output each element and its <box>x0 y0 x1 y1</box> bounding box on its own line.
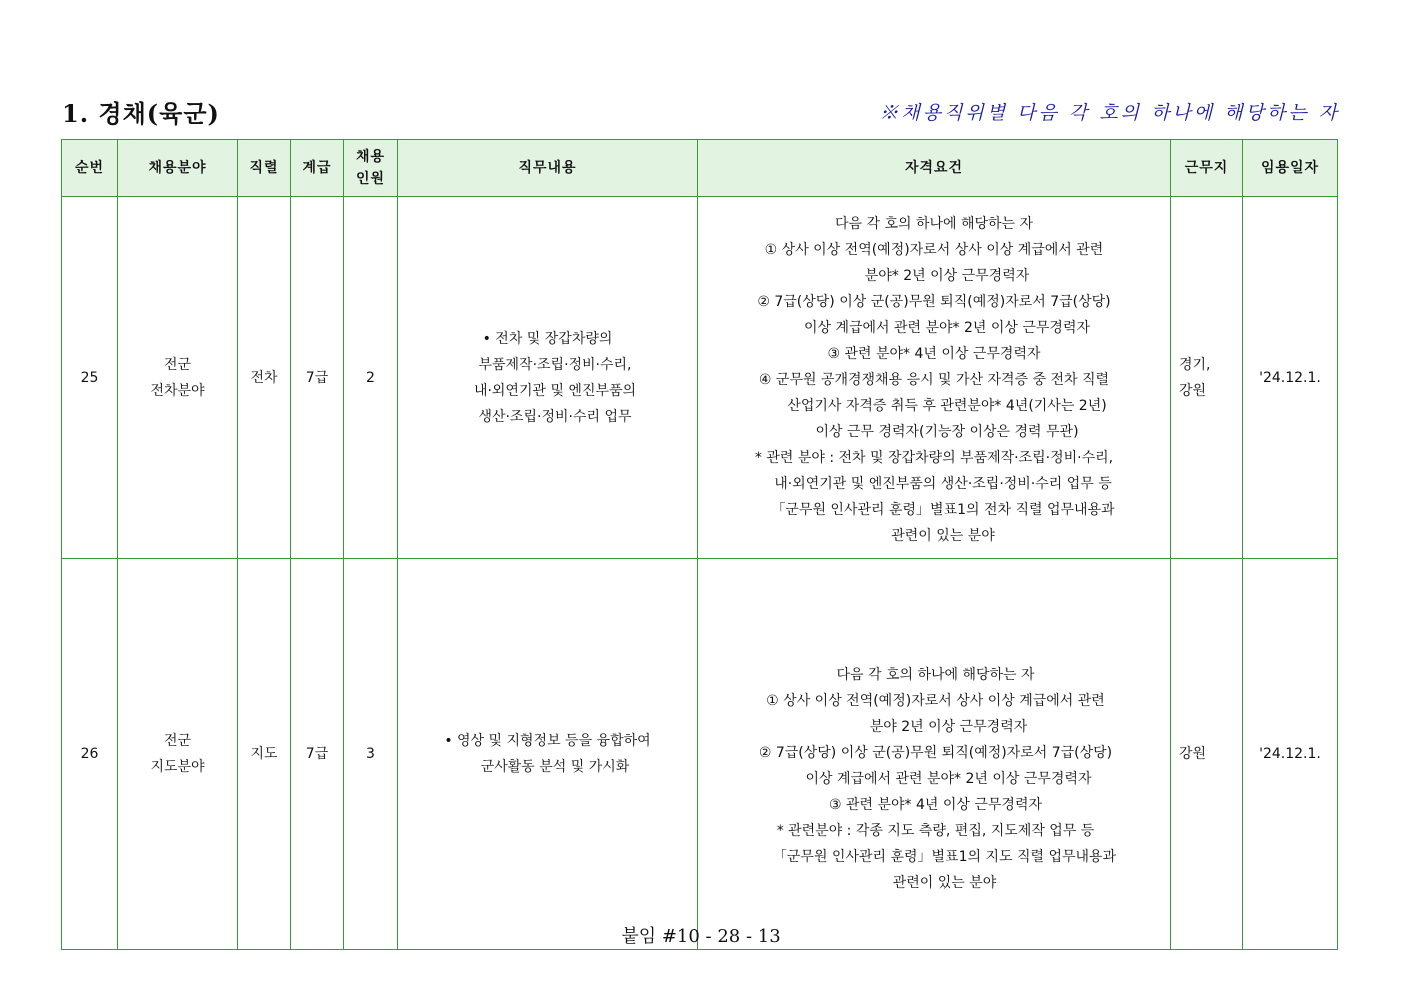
qual-line: ② 7급(상당) 이상 군(공)무원 퇴직(예정)자로서 7급(상당) <box>757 293 1111 310</box>
qual-line: 산업기사 자격증 취득 후 관련분야* 4년(기사는 2년) <box>787 397 1107 414</box>
duty-line: • 영상 및 지형정보 등을 융합하여 <box>444 733 651 749</box>
cell-count: 3 <box>344 559 398 950</box>
cell-series: 지도 <box>238 559 291 950</box>
cell-field <box>118 197 238 559</box>
duty-line: 생산·조립·정비·수리 업무 <box>478 408 632 425</box>
qual-line: 관련이 있는 분야 <box>891 527 995 544</box>
qual-line: 이상 근무 경력자(기능장 이상은 경력 무관) <box>815 423 1079 440</box>
field-line: 지도분야 <box>150 759 205 775</box>
header-series: 직렬 <box>238 140 291 197</box>
duty-line: 부품제작·조립·정비·수리, <box>478 356 632 373</box>
table-row <box>62 197 1338 559</box>
section-heading: 1. 경채(육군) <box>62 99 220 128</box>
qual-line: 이상 계급에서 관련 분야* 2년 이상 근무경력자 <box>803 319 1091 336</box>
qual-line: 분야* 2년 이상 근무경력자 <box>864 267 1030 284</box>
table-header-row <box>62 140 1338 197</box>
cell-count: 2 <box>344 197 398 559</box>
duty-line: 내·외연기관 및 엔진부품의 <box>473 382 637 399</box>
qual-line: ① 상사 이상 전역(예정)자로서 상사 이상 계급에서 관련 <box>766 693 1105 709</box>
qual-line: ③ 관련 분야* 4년 이상 근무경력자 <box>827 345 1041 362</box>
cell-duty <box>398 197 698 559</box>
header-location: 근무지 <box>1171 140 1243 197</box>
qual-line: 「군무원 인사관리 훈령」별표1의 지도 직렬 업무내용과 <box>772 849 1117 865</box>
header-grade: 계급 <box>291 140 344 197</box>
header-qualification: 자격요건 <box>698 140 1171 197</box>
qual-line: 이상 계급에서 관련 분야* 2년 이상 근무경력자 <box>805 771 1092 787</box>
header-duty: 직무내용 <box>398 140 698 197</box>
section-note: ※채용직위별 다음 각 호의 하나에 해당하는 자 <box>879 102 1340 124</box>
table-row <box>62 559 1338 950</box>
cell-duty <box>398 559 698 950</box>
cell-appointment-date: '24.12.1. <box>1243 197 1338 559</box>
cell-no: 25 <box>62 197 118 559</box>
cell-location <box>1171 197 1243 559</box>
cell-qualification <box>698 197 1171 559</box>
header-field: 채용분야 <box>118 140 238 197</box>
field-line: 전군 <box>163 356 192 373</box>
header-recruit-line: 채용 <box>355 149 386 165</box>
location-line: 경기, <box>1179 356 1211 373</box>
cell-field <box>118 559 238 950</box>
header-recruit-line: 인원 <box>355 171 386 187</box>
page-footer: 붙임 #10 - 28 - 13 <box>621 926 781 947</box>
cell-series: 전차 <box>238 197 291 559</box>
cell-location <box>1171 559 1243 950</box>
cell-grade: 7급 <box>291 559 344 950</box>
cell-grade: 7급 <box>291 197 344 559</box>
qual-line: ③ 관련 분야* 4년 이상 근무경력자 <box>829 797 1042 813</box>
cell-no: 26 <box>62 559 118 950</box>
field-line: 전차분야 <box>150 382 205 399</box>
qual-line: 다음 각 호의 하나에 해당하는 자 <box>836 667 1035 683</box>
qual-line: ① 상사 이상 전역(예정)자로서 상사 이상 계급에서 관련 <box>764 241 1104 258</box>
cell-appointment-date: '24.12.1. <box>1243 559 1338 950</box>
field-line: 전군 <box>163 733 192 749</box>
duty-line: 군사활동 분석 및 가시화 <box>480 759 630 775</box>
qual-line: 내·외연기관 및 엔진부품의 생산·조립·정비·수리 업무 등 <box>774 475 1112 492</box>
cell-qualification <box>698 559 1171 950</box>
qual-line: ④ 군무원 공개경쟁채용 응시 및 가산 자격증 중 전차 직렬 <box>758 371 1110 388</box>
qual-line: 다음 각 호의 하나에 해당하는 자 <box>834 215 1034 232</box>
recruitment-table <box>61 139 1338 950</box>
duty-line: • 전차 및 장갑차량의 <box>482 330 613 347</box>
location-line: 강원 <box>1179 382 1207 399</box>
qual-line: 「군무원 인사관리 훈령」별표1의 전차 직렬 업무내용과 <box>771 501 1115 518</box>
header-no: 순번 <box>62 140 118 197</box>
qual-line: * 관련분야 : 각종 지도 측량, 편집, 지도제작 업무 등 <box>776 823 1095 839</box>
qual-line: * 관련 분야 : 전차 및 장갑차량의 부품제작·조립·정비·수리, <box>754 449 1114 466</box>
qual-line: 분야 2년 이상 근무경력자 <box>869 719 1028 735</box>
header-appointment-date: 임용일자 <box>1243 140 1338 197</box>
location-line: 강원 <box>1179 746 1207 762</box>
qual-line: ② 7급(상당) 이상 군(공)무원 퇴직(예정)자로서 7급(상당) <box>758 745 1113 761</box>
header-recruit-count <box>344 140 398 197</box>
qual-line: 관련이 있는 분야 <box>892 875 997 891</box>
